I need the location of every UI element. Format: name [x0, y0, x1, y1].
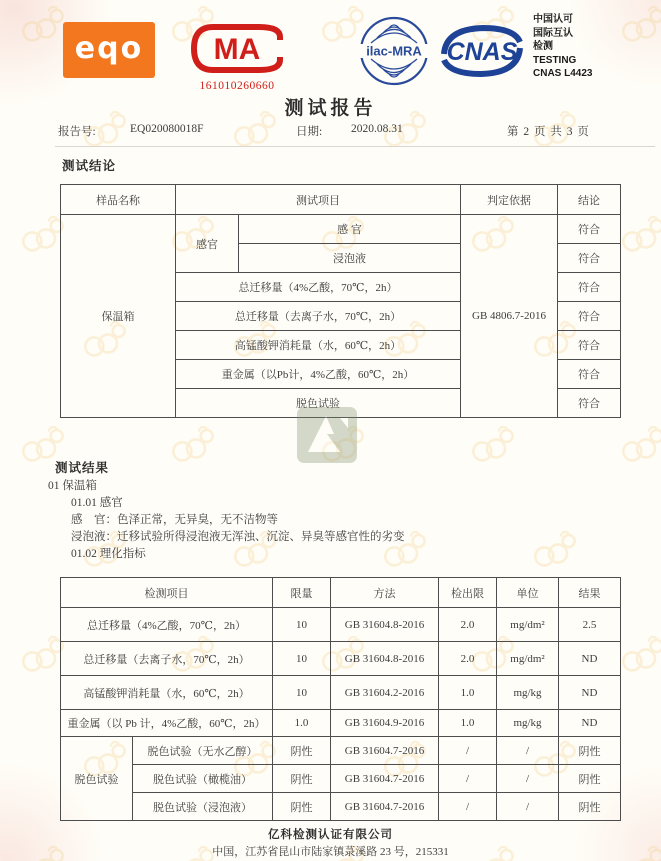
conclusion-cell: 符合 [558, 215, 621, 244]
test-item-cell: 脱色试验（浸泡液） [133, 793, 273, 821]
results-line: 01 保温箱 [48, 480, 97, 492]
column-header-unit: 单位 [497, 578, 559, 608]
accreditation-line: 国际互认 [533, 27, 573, 39]
column-header-limit: 限量 [273, 578, 331, 608]
results-line: 浸泡液：迁移试验所得浸泡液无浑浊、沉淀、异臭等感官性的劣变 [71, 531, 405, 543]
lod-cell: / [439, 793, 497, 821]
result-cell: ND [559, 710, 621, 737]
sample-name-cell: 保温箱 [61, 215, 176, 418]
unit-cell: mg/kg [497, 710, 559, 737]
test-item-cell: 脱色试验（橄榄油） [133, 765, 273, 793]
stamp-icon [296, 406, 358, 464]
report-no-value: EQ020080018F [130, 123, 204, 135]
test-item-cell: 总迁移量（4%乙酸，70℃，2h） [176, 273, 461, 302]
method-cell: GB 31604.2-2016 [331, 676, 439, 710]
result-cell: 2.5 [559, 608, 621, 642]
cma-icon [185, 22, 289, 75]
lod-cell: / [439, 765, 497, 793]
lod-cell: 1.0 [439, 710, 497, 737]
cnas-icon [438, 22, 526, 80]
cnas-letters: CNAS [446, 38, 518, 66]
footer-company-name: 亿科检测认证有限公司 [268, 829, 393, 841]
limit-cell: 10 [273, 676, 331, 710]
cma-mark [185, 22, 289, 92]
column-header-test-items: 测试项目 [176, 185, 461, 215]
method-cell: GB 31604.7-2016 [331, 793, 439, 821]
column-header-lod: 检出限 [439, 578, 497, 608]
judgment-basis-cell: GB 4806.7-2016 [461, 215, 558, 418]
result-cell: 阴性 [559, 793, 621, 821]
conclusion-section-heading: 测试结论 [62, 159, 117, 173]
page-title: 测试报告 [284, 98, 377, 119]
unit-cell: mg/dm² [497, 608, 559, 642]
column-header-item: 检测项目 [61, 578, 273, 608]
decolor-group-cell: 脱色试验 [61, 737, 133, 821]
conclusion-cell: 符合 [558, 360, 621, 389]
accreditation-text-block [533, 13, 592, 81]
date-value: 2020.08.31 [351, 123, 403, 135]
sensory-group-cell: 感官 [176, 215, 239, 273]
results-table [60, 577, 621, 821]
test-item-cell: 总迁移量（去离子水，70℃，2h） [61, 642, 273, 676]
method-cell: GB 31604.8-2016 [331, 608, 439, 642]
limit-cell: 10 [273, 642, 331, 676]
column-header-conclusion: 结论 [558, 185, 621, 215]
limit-cell: 1.0 [273, 710, 331, 737]
header-divider [55, 146, 655, 147]
method-cell: GB 31604.9-2016 [331, 710, 439, 737]
ilac-mra-label: ilac-MRA [366, 43, 422, 59]
method-cell: GB 31604.7-2016 [331, 765, 439, 793]
date-label: 日期: [296, 126, 323, 138]
eqo-logo: eqo [63, 22, 155, 78]
test-item-cell: 感 官 [239, 215, 461, 244]
test-item-cell: 高锰酸钾消耗量（水，60℃，2h） [176, 331, 461, 360]
report-no-label: 报告号: [58, 126, 96, 138]
accreditation-line: 中国认可 [533, 14, 573, 25]
limit-cell: 10 [273, 608, 331, 642]
limit-cell: 阴性 [273, 793, 331, 821]
column-header-sample-name: 样品名称 [61, 185, 176, 215]
lod-cell: 2.0 [439, 642, 497, 676]
results-section-heading: 测试结果 [55, 461, 110, 475]
lod-cell: 2.0 [439, 608, 497, 642]
conclusion-table [60, 184, 621, 418]
limit-cell: 阴性 [273, 737, 331, 765]
limit-cell: 阴性 [273, 765, 331, 793]
conclusion-cell: 符合 [558, 331, 621, 360]
footer-address: 中国，江苏省昆山市陆家镇菉溪路 23 号，215331 [212, 846, 449, 858]
cma-letters: MA [213, 33, 261, 66]
unit-cell: / [497, 793, 559, 821]
accreditation-line: CNAS L4423 [533, 68, 593, 79]
accreditation-line: 检测 [533, 41, 553, 52]
unit-cell: / [497, 765, 559, 793]
page-number-info: 第 2 页 共 3 页 [507, 126, 590, 138]
column-header-basis: 判定依据 [461, 185, 558, 215]
results-line: 01.01 感官 [71, 497, 123, 509]
test-item-cell: 重金属（以Pb计，4%乙酸，60℃，2h） [176, 360, 461, 389]
ilac-mra-stamp [355, 15, 433, 92]
result-cell: ND [559, 676, 621, 710]
cnas-mark [438, 22, 526, 85]
results-line: 感 官：色泽正常，无异臭，无不洁物等 [71, 514, 278, 526]
ilac-mra-icon [355, 15, 433, 87]
test-item-cell: 浸泡液 [239, 244, 461, 273]
result-cell: 阴性 [559, 765, 621, 793]
unit-cell: / [497, 737, 559, 765]
test-item-cell: 重金属（以 Pb 计，4%乙酸，60℃，2h） [61, 710, 273, 737]
results-line: 01.02 理化指标 [71, 548, 146, 560]
column-header-result: 结果 [559, 578, 621, 608]
green-stamp-watermark [296, 406, 358, 469]
test-item-cell: 总迁移量（去离子水，70℃，2h） [176, 302, 461, 331]
conclusion-cell: 符合 [558, 244, 621, 273]
cma-certificate-number: 161010260660 [199, 80, 275, 92]
lod-cell: / [439, 737, 497, 765]
method-cell: GB 31604.7-2016 [331, 737, 439, 765]
conclusion-cell: 符合 [558, 302, 621, 331]
result-cell: 阴性 [559, 737, 621, 765]
method-cell: GB 31604.8-2016 [331, 642, 439, 676]
conclusion-cell: 符合 [558, 273, 621, 302]
unit-cell: mg/dm² [497, 642, 559, 676]
test-item-cell: 脱色试验（无水乙醇） [133, 737, 273, 765]
accreditation-line: TESTING [533, 54, 577, 66]
test-item-cell: 高锰酸钾消耗量（水，60℃，2h） [61, 676, 273, 710]
column-header-method: 方法 [331, 578, 439, 608]
unit-cell: mg/kg [497, 676, 559, 710]
conclusion-cell: 符合 [558, 389, 621, 418]
test-item-cell: 脱色试验 [176, 389, 461, 418]
lod-cell: 1.0 [439, 676, 497, 710]
test-item-cell: 总迁移量（4%乙酸，70℃，2h） [61, 608, 273, 642]
result-cell: ND [559, 642, 621, 676]
